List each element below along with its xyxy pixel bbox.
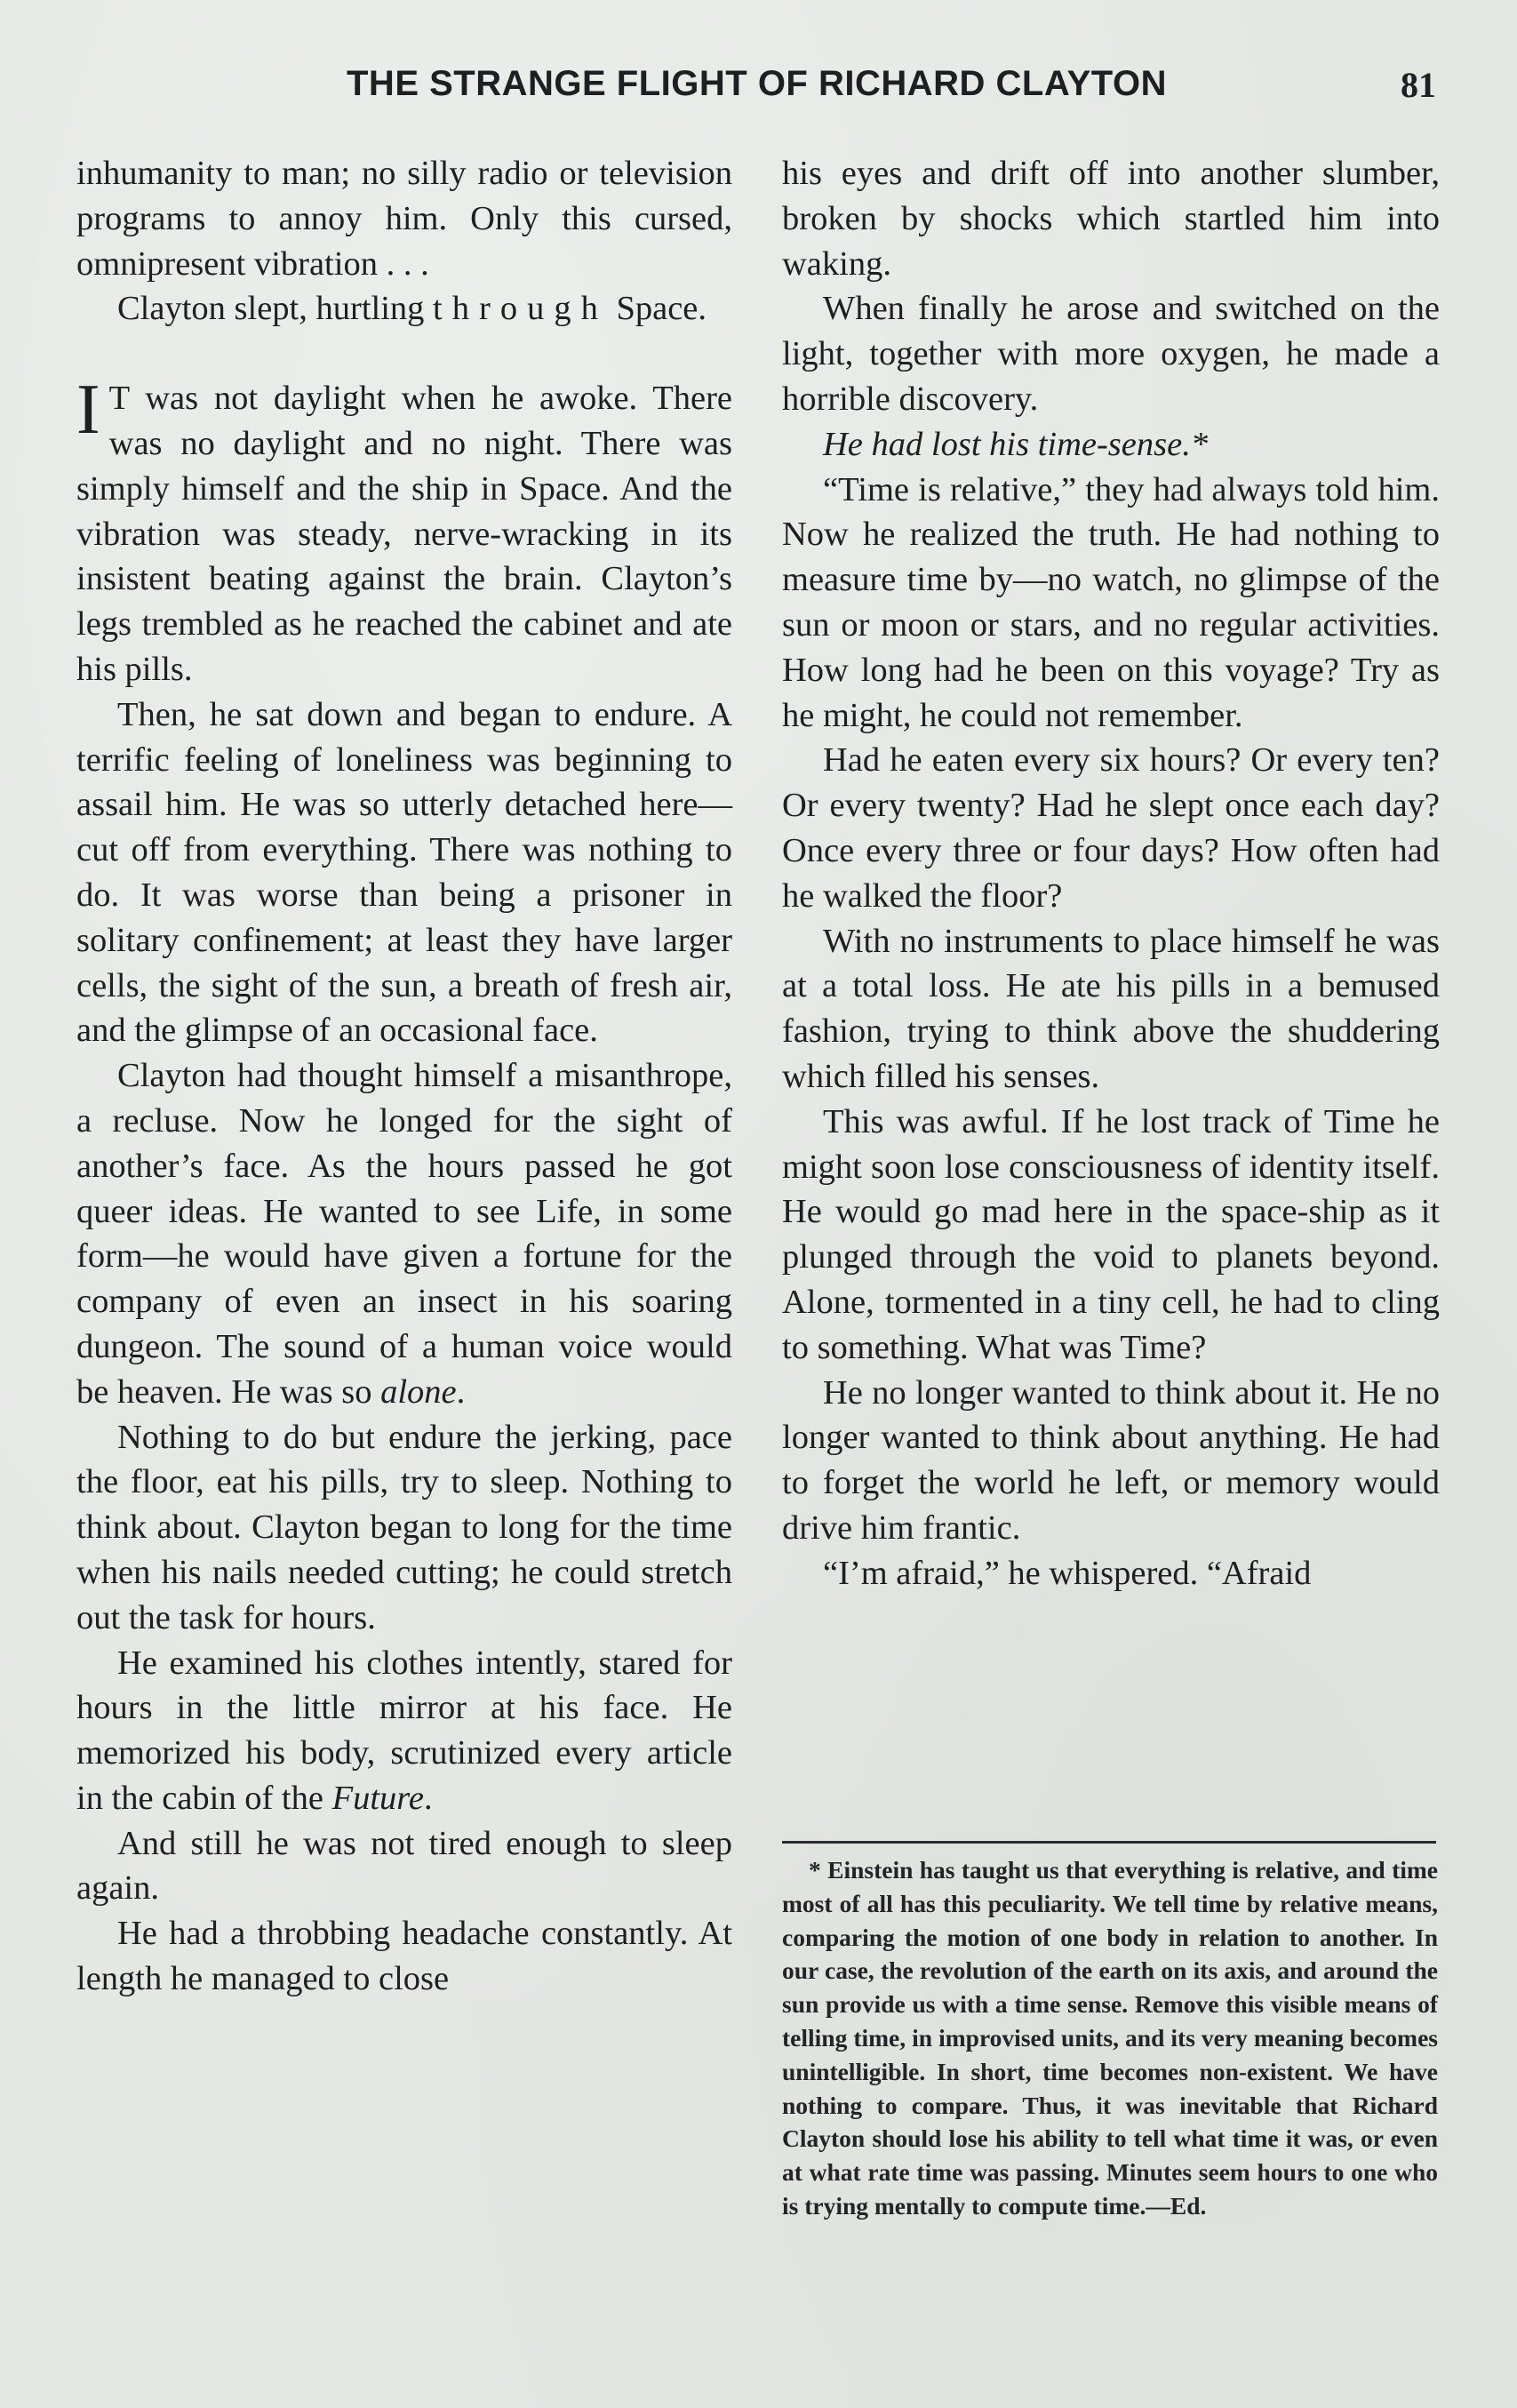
paragraph-text: T was not daylight when he awoke. There was no daylight and no night. There was simply himself and the ship in Space. And the vibration was steady, nerve-wracking in its insistent beating against the brain. Clayton’s legs trembled as he reached the cabinet and ate his pills. — [76, 380, 732, 688]
paragraph — [76, 1641, 732, 1821]
footnote-text: * Einstein has taught us that everything is relative, and time most of all has this peculiarity. We tell time by relative means, comparing the motion of one body in relation to another. In our case, the revolution of the earth on its axis, and around the sun provide us with a time sense. Remove this visible means of telling time, in improvised units, and its very meaning becomes unintelligible. In short, time becomes non-existent. We have nothing to compare. Thus, it was inevitable that Richard Clayton should lose his ability to tell what time it was, or even at what rate time was passing. Minutes seem hours to one who is trying mentally to compute time.—Ed. — [782, 1856, 1438, 2220]
paragraph: Had he eaten every six hours? Or every ten? Or every twenty? Had he slept once each day? Once every three or four days? How often had he walked the floor? — [782, 741, 1440, 915]
paragraph: This was awful. If he lost track of Time he might soon lose consciousness of identity itself. He would go mad here in the space-ship as it plunged through the void to planets beyond. Alone, tormented in a tiny cell, he had to cling to something. What was Time? — [782, 1102, 1440, 1366]
letterspaced-word: through — [433, 290, 608, 328]
paragraph: “Time is relative,” they had always told him. Now he realized the truth. He had nothing to measure time by—no watch, no glimpse of the sun or moon or stars, and no regular activities. How long had he been on this voyage? Try as he might, he could not remember. — [782, 470, 1440, 734]
italic-paragraph: He had lost his time-sense.* — [823, 425, 1209, 463]
footnote-divider — [782, 1841, 1436, 1844]
paragraph — [76, 1053, 732, 1414]
footnote — [782, 1853, 1438, 2223]
paragraph: Then, he sat down and began to endure. A terrific feeling of loneliness was beginning to assail him. He was so utterly detached here—cut off from everything. There was nothing to do. It was worse than being a prisoner in solitary confinement; at least they have larger cells, the sight of the sun, a breath of fresh air, and the glimpse of an occasional face. — [76, 695, 732, 1050]
paragraph-text: Clayton slept, hurtling — [117, 290, 434, 328]
paragraph: With no instruments to place himself he was at a total loss. He ate his pills in a bemused fashion, trying to think above the shuddering which filled his senses. — [782, 922, 1440, 1095]
paragraph-text: . — [456, 1372, 466, 1411]
left-column — [76, 151, 732, 2002]
section-break — [76, 332, 732, 376]
paragraph: He no longer wanted to think about it. He no longer wanted to think about anything. He had to forget the world he left, or memory would drive him frantic. — [782, 1373, 1440, 1547]
paragraph-text: . — [423, 1779, 433, 1817]
paragraph — [76, 371, 732, 692]
paragraph: And still he was not tired enough to sleep again. — [76, 1824, 732, 1908]
italic-text: alone — [380, 1372, 457, 1411]
italic-text: Future — [331, 1779, 424, 1817]
paragraph-text: He examined his clothes intently, stared for hours in the little mirror at his face. He memorized his body, scrutinized every article in the cabin of the — [76, 1644, 732, 1817]
right-column — [782, 151, 1440, 1596]
running-title: THE STRANGE FLIGHT OF RICHARD CLAYTON — [347, 64, 1167, 103]
paragraph: inhumanity to man; no silly radio or television programs to annoy him. Only this cursed, omnipresent vibration . . . — [76, 155, 732, 283]
paragraph: “I’m afraid,” he whispered. “Afraid — [823, 1554, 1312, 1592]
page-number: 81 — [1401, 65, 1436, 105]
paragraph: Nothing to do but endure the jerking, pace the floor, eat his pills, try to sleep. Nothing to think about. Clayton began to long for the time when his nails needed cutting; he could stretch out the task for hours. — [76, 1418, 732, 1636]
paragraph-text: Clayton had thought himself a misanthrope, a recluse. Now he longed for the sight of another’s face. As the hours passed he got queer ideas. He wanted to see Life, in some form—he would have given a fortune for the company of even an insect in his soaring dungeon. The sound of a human voice would be heaven. He was so — [76, 1057, 732, 1411]
paragraph: He had a throbbing headache constantly. At length he managed to close — [76, 1915, 732, 1998]
paragraph: When finally he arose and switched on the light, together with more oxygen, he made a horrible discovery. — [782, 290, 1440, 418]
paragraph: his eyes and drift off into another slumber, broken by shocks which startled him into waking. — [782, 155, 1440, 283]
paragraph-text: Space. — [607, 290, 707, 328]
paragraph — [76, 286, 732, 332]
drop-cap: I — [76, 371, 100, 450]
